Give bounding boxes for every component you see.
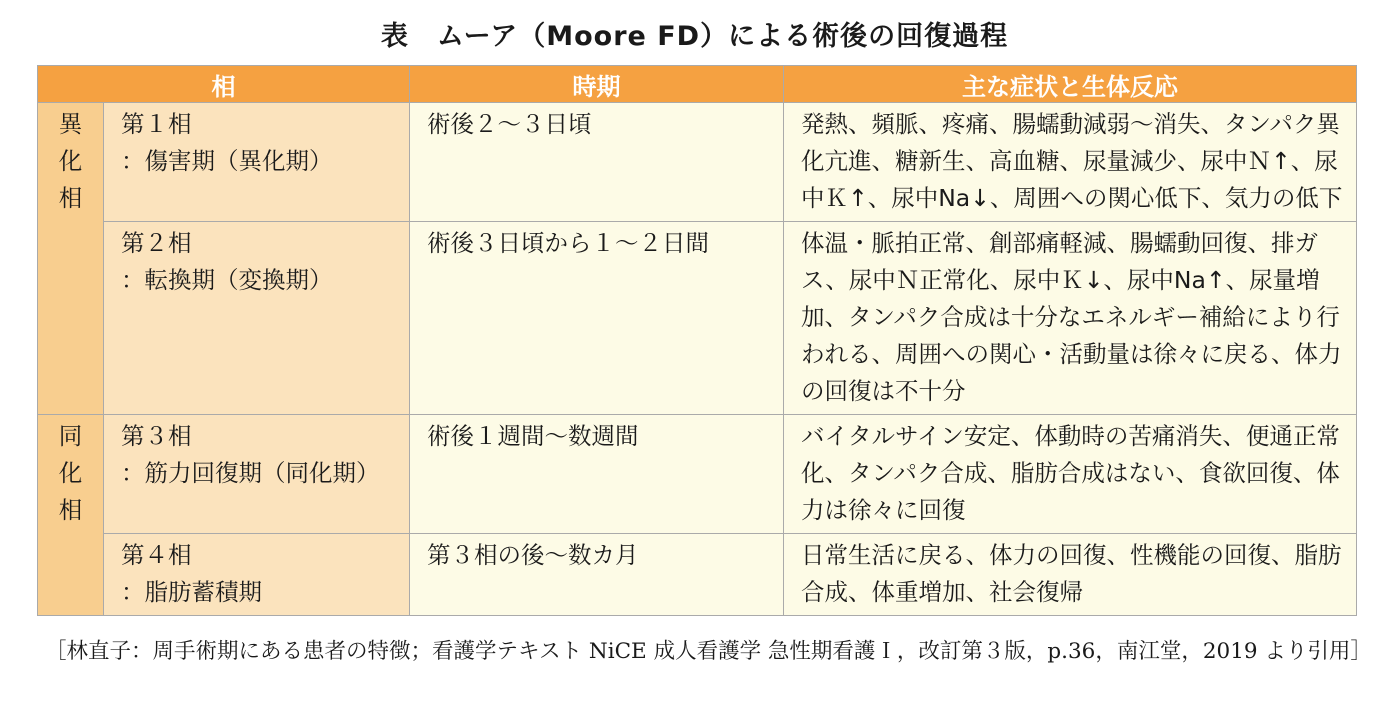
table-row <box>38 103 1357 222</box>
phase-cell: 第１相 ：傷害期（異化期） <box>104 103 410 222</box>
period-cell: 第３相の後～数カ月 <box>410 534 784 616</box>
symptoms-cell: 体温・脈拍正常、創部痛軽減、腸蠕動回復、排ガス、尿中Ｎ正常化、尿中Ｋ↓、尿中Na↑、尿量増加、タンパク合成は十分なエネルギー補給により行われる、周囲への関心・活動量は徐々に戻る、体力の回復は不十分 <box>784 222 1357 415</box>
phase-cell: 第２相 ：転換期（変換期） <box>104 222 410 415</box>
recovery-phases-table <box>37 65 1357 616</box>
group-label: 異化相 <box>58 110 83 212</box>
table-title: 表 ムーア（Moore FD）による術後の回復過程 <box>380 21 1009 52</box>
group-label: 同化相 <box>58 422 83 524</box>
group-catabolic <box>38 103 104 415</box>
group-anabolic <box>38 415 104 616</box>
header-period: 時期 <box>410 66 784 103</box>
symptoms-cell: 発熱、頻脈、疼痛、腸蠕動減弱～消失、タンパク異化亢進、糖新生、高血糖、尿量減少、尿中Ｎ↑、尿中Ｋ↑、尿中Na↓、周囲への関心低下、気力の低下 <box>784 103 1357 222</box>
phase-cell: 第３相 ：筋力回復期（同化期） <box>104 415 410 534</box>
symptoms-cell: バイタルサイン安定、体動時の苦痛消失、便通正常化、タンパク合成、脂肪合成はない、食欲回復、体力は徐々に回復 <box>784 415 1357 534</box>
table-header-row <box>38 66 1357 103</box>
period-cell: 術後２～３日頃 <box>410 103 784 222</box>
header-symptoms: 主な症状と生体反応 <box>784 66 1357 103</box>
symptoms-cell: 日常生活に戻る、体力の回復、性機能の回復、脂肪合成、体重増加、社会復帰 <box>784 534 1357 616</box>
period-cell: 術後１週間～数週間 <box>410 415 784 534</box>
header-phase: 相 <box>38 66 410 103</box>
table-row <box>38 534 1357 616</box>
table-row <box>38 415 1357 534</box>
period-cell: 術後３日頃から１～２日間 <box>410 222 784 415</box>
phase-cell: 第４相 ：脂肪蓄積期 <box>104 534 410 616</box>
table-row <box>38 222 1357 415</box>
source-citation: ［林直子：周手術期にある患者の特徴；看護学テキスト NiCE 成人看護学 急性期看護Ｉ，改訂第３版，p.36，南江堂，2019 より引用］ <box>45 639 1372 664</box>
